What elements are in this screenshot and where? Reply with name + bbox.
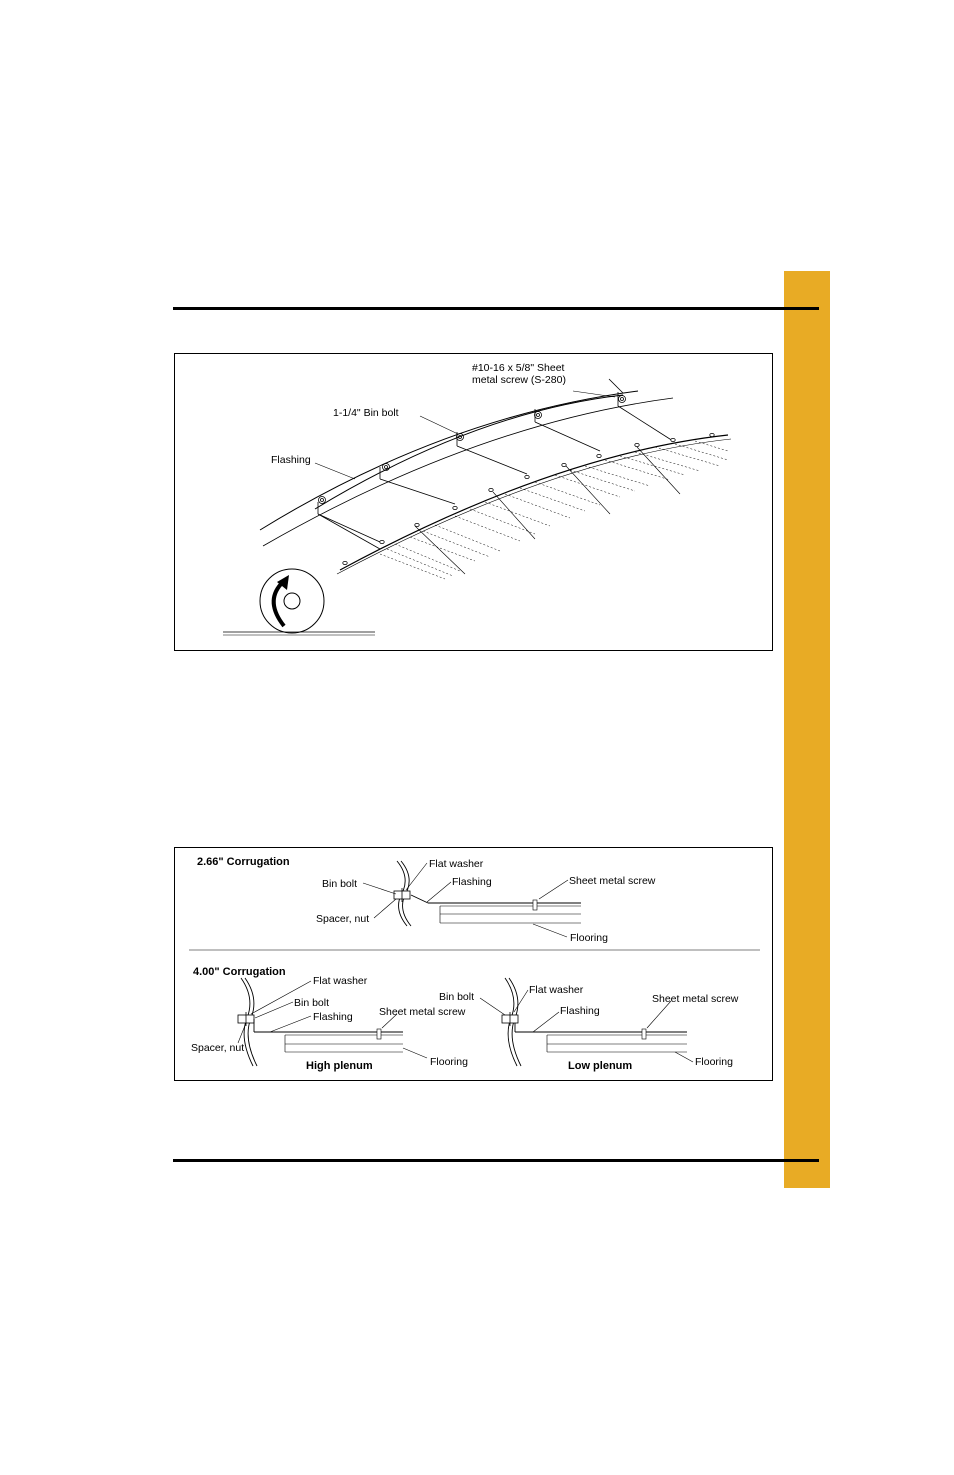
screw-label-line2: metal screw (S-280): [472, 374, 566, 386]
high-flashing-label: Flashing: [313, 1011, 353, 1023]
low-sheet-metal-screw-label: Sheet metal screw: [652, 993, 739, 1005]
flashing-installation-figure: [174, 353, 773, 651]
top-spacer-nut-label: Spacer, nut: [316, 913, 370, 925]
low-flooring-label: Flooring: [695, 1056, 733, 1068]
chapter-tab: [784, 271, 830, 1188]
flashing-installation-drawing: [175, 354, 774, 652]
low-flashing-label: Flashing: [560, 1005, 600, 1017]
header-rule: [173, 307, 819, 310]
high-bin-bolt-label: Bin bolt: [294, 997, 330, 1009]
low-flat-washer-label: Flat washer: [529, 984, 584, 996]
high-flat-washer-label: Flat washer: [313, 975, 368, 987]
corrugation-266-title: 2.66" Corrugation: [197, 856, 290, 868]
corrugation-sections-drawing: [175, 848, 774, 1082]
bin-bolt-label: 1-1/4" Bin bolt: [333, 407, 399, 419]
footer-rule: [173, 1159, 819, 1162]
corrugation-sections-figure: [174, 847, 773, 1081]
top-flat-washer-label: Flat washer: [429, 858, 484, 870]
high-flooring-label: Flooring: [430, 1056, 468, 1068]
corrugation-400-title: 4.00" Corrugation: [193, 966, 286, 978]
flashing-label: Flashing: [271, 454, 311, 466]
high-plenum-caption: High plenum: [306, 1060, 373, 1072]
screw-label-line1: #10-16 x 5/8" Sheet: [472, 362, 565, 374]
top-bin-bolt-label: Bin bolt: [322, 878, 358, 890]
rotation-wheel-icon: [260, 569, 324, 633]
top-sheet-metal-screw-label: Sheet metal screw: [569, 875, 656, 887]
section-266: [394, 861, 581, 926]
low-bin-bolt-label: Bin bolt: [439, 991, 475, 1003]
high-spacer-nut-label: Spacer, nut: [191, 1042, 245, 1054]
top-flooring-label: Flooring: [570, 932, 608, 944]
low-plenum-caption: Low plenum: [568, 1060, 633, 1072]
top-flashing-label: Flashing: [452, 876, 492, 888]
high-sheet-metal-screw-label: Sheet metal screw: [379, 1006, 466, 1018]
